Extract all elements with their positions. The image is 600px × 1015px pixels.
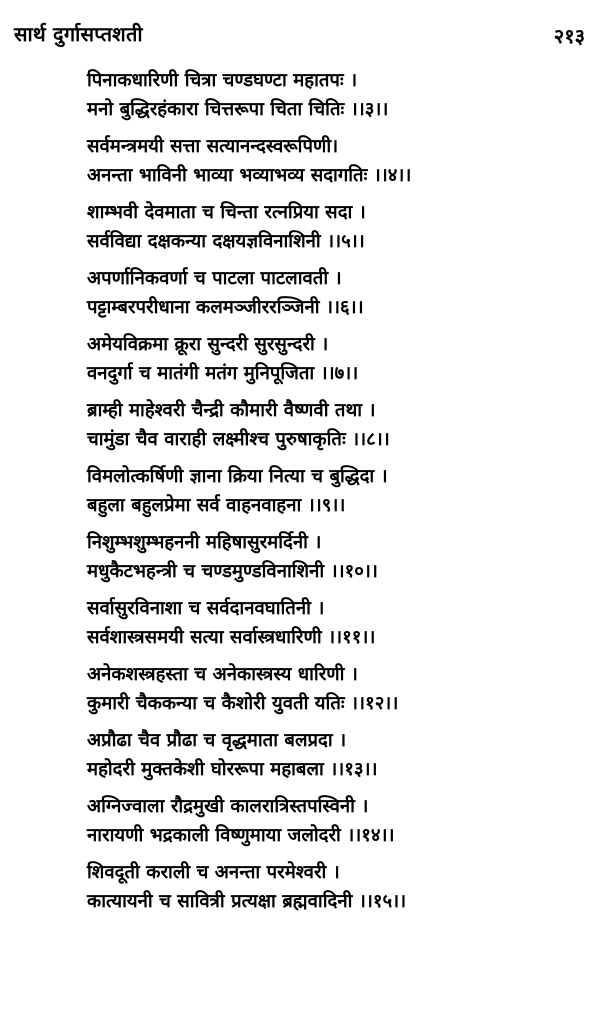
stanza [87, 462, 587, 520]
verse-line: पिनाकधारिणी चित्रा चण्डघण्टा महातपः । [87, 70, 358, 91]
stanza [87, 858, 587, 916]
verse-line: बहुला बहुलप्रेमा सर्व वाहनवाहना ।।९।। [87, 495, 346, 516]
verse-line: सर्वासुरविनाशा च सर्वदानवघातिनी । [87, 598, 325, 619]
stanza [87, 132, 587, 190]
verse-line: सर्वशास्त्रसमयी सत्या सर्वास्त्रधारिणी ।।११।। [87, 627, 376, 648]
stanza [87, 330, 587, 388]
verse-line: मनो बुद्धिरहंकारा चित्तरूपा चिता चितिः ।।३।। [87, 99, 389, 120]
stanza [87, 66, 587, 124]
verse-line: कात्यायनी च सावित्री प्रत्यक्षा ब्रह्मवादिनी ।।१५।। [87, 891, 407, 912]
stanza [87, 396, 587, 454]
verse-line: नारायणी भद्रकाली विष्णुमाया जलोदरी ।।१४।। [87, 825, 395, 846]
verse-line: चामुंडा चैव वाराही लक्ष्मीश्च पुरुषाकृतिः ।।८।। [87, 429, 390, 450]
verse-line: ब्राम्ही माहेश्वरी चैन्द्री कौमारी वैष्णवी तथा । [87, 400, 376, 421]
verse-line: विमलोत्कर्षिणी ज्ञाना क्रिया नित्या च बुद्धिदा । [87, 466, 388, 487]
page-number: २१३ [553, 24, 585, 48]
verse-line: सर्वमन्त्रमयी सत्ता सत्यानन्दस्वरूपिणी। [87, 136, 339, 157]
stanza [87, 594, 587, 652]
verse-line: निशुम्भशुम्भहननी महिषासुरमर्दिनी । [87, 532, 322, 553]
stanza [87, 726, 587, 784]
verse-line: अनन्ता भाविनी भाव्या भव्याभव्य सदागतिः ।।४।। [87, 165, 412, 186]
verse-line: शाम्भवी देवमाता च चिन्ता रत्नप्रिया सदा । [87, 202, 366, 223]
verse-line: शिवदूती कराली च अनन्ता परमेश्वरी । [87, 862, 340, 883]
verse-line: अप्रौढा चैव प्रौढा च वृद्धमाता बलप्रदा । [87, 730, 347, 751]
running-head-title: सार्थ दुर्गासप्तशती [14, 22, 143, 46]
stanza [87, 792, 587, 850]
verse-line: सर्वविद्या दक्षकन्या दक्षयज्ञविनाशिनी ।।५।। [87, 231, 365, 252]
verse-line: महोदरी मुक्तकेशी घोररूपा महाबला ।।१३।। [87, 759, 378, 780]
verse-line: पट्टाम्बरपरीधाना कलमञ्जीररञ्जिनी ।।६।। [87, 297, 364, 318]
stanza [87, 264, 587, 322]
verse-line: मधुकैटभहन्त्री च चण्डमुण्डविनाशिनी ।।१०।। [87, 561, 378, 582]
verse-line: वनदुर्गा च मातंगी मतंग मुनिपूजिता ।।७।। [87, 363, 359, 384]
stanza [87, 660, 587, 718]
verse-line: अनेकशस्त्रहस्ता च अनेकास्त्रस्य धारिणी । [87, 664, 358, 685]
verse-line: अपर्णानिकवर्णा च पाटला पाटलावती । [87, 268, 342, 289]
stanza [87, 528, 587, 586]
verse-line: अमेयविक्रमा क्रूरा सुन्दरी सुरसुन्दरी । [87, 334, 329, 355]
verse-line: कुमारी चैककन्या च कैशोरी युवती यतिः ।।१२।। [87, 693, 399, 714]
verse-line: अग्निज्वाला रौद्रमुखी कालरात्रिस्तपस्विनी । [87, 796, 369, 817]
verse-block [87, 66, 587, 924]
stanza [87, 198, 587, 256]
